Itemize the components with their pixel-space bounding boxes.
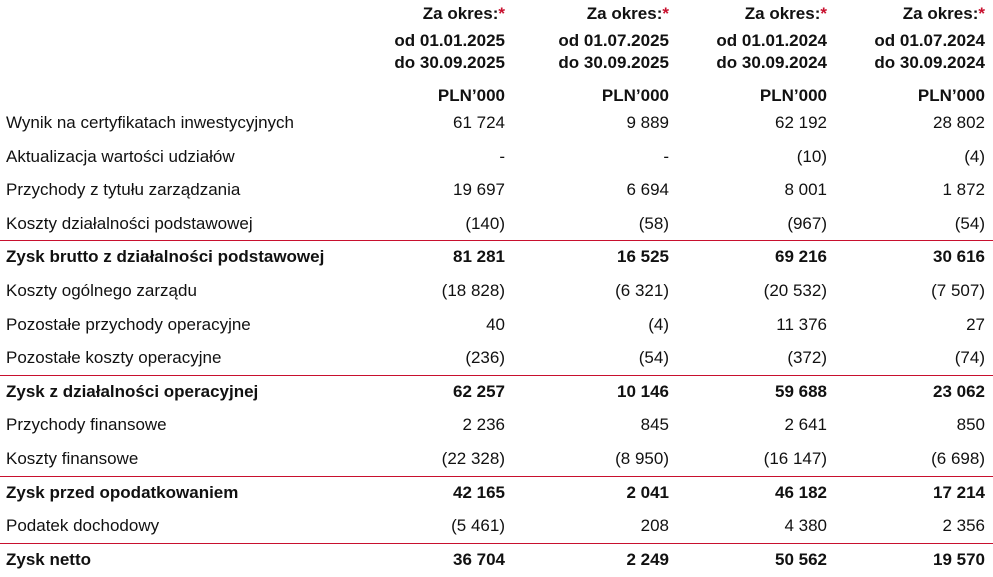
- table-row: [0, 308, 993, 342]
- period-start: od 01.01.2024: [716, 31, 827, 50]
- table-row: [0, 509, 993, 543]
- period-end: do 30.09.2025: [558, 53, 669, 72]
- value-cell: 81 281: [453, 247, 505, 267]
- value-cell: (8 950): [615, 448, 669, 468]
- value-cell: (18 828): [441, 280, 505, 300]
- row-label: Zysk przed opodatkowaniem: [6, 482, 239, 502]
- value-cell: 2 249: [626, 549, 669, 569]
- value-cell: 8 001: [784, 180, 827, 200]
- row-label: Podatek dochodowy: [6, 516, 160, 536]
- value-cell: 17 214: [933, 482, 985, 502]
- asterisk-marker: *: [662, 4, 669, 23]
- value-cell: 19 697: [453, 180, 505, 200]
- value-cell: 69 216: [775, 247, 827, 267]
- column-header-4: [874, 3, 985, 107]
- net-profit-row: [0, 543, 993, 577]
- period-start: od 01.07.2025: [558, 31, 669, 50]
- value-cell: 4 380: [784, 516, 827, 536]
- value-cell: 62 192: [775, 113, 827, 132]
- row-label: Aktualizacja wartości udziałów: [6, 146, 235, 166]
- subtotal-row: [0, 476, 993, 510]
- table-row: [0, 341, 993, 375]
- row-label: Zysk z działalności operacyjnej: [6, 381, 259, 401]
- table-row: [0, 106, 993, 140]
- period-label: Za okres:: [902, 4, 979, 23]
- value-cell: (5 461): [451, 516, 505, 536]
- value-cell: 40: [486, 314, 505, 334]
- value-cell: 6 694: [626, 180, 669, 200]
- row-label: Zysk netto: [6, 549, 92, 569]
- value-cell: (236): [465, 348, 505, 368]
- value-cell: 50 562: [775, 549, 827, 569]
- value-cell: 28 802: [933, 113, 985, 132]
- value-cell: 2 236: [462, 415, 505, 435]
- value-cell: 61 724: [453, 113, 505, 132]
- value-cell: 2 041: [626, 482, 669, 502]
- value-cell: (20 532): [763, 280, 827, 300]
- value-cell: 2 641: [784, 415, 827, 435]
- value-cell: (7 507): [931, 280, 985, 300]
- value-cell: (372): [787, 348, 827, 368]
- value-cell: (10): [796, 146, 827, 166]
- value-cell: 9 889: [626, 113, 669, 132]
- statement-rows: [0, 106, 993, 576]
- value-cell: (74): [954, 348, 985, 368]
- column-headers: [0, 0, 993, 104]
- subtotal-row: [0, 240, 993, 274]
- value-cell: (6 321): [615, 280, 669, 300]
- asterisk-marker: *: [820, 4, 827, 23]
- row-label: Wynik na certyfikatach inwestycyjnych: [6, 113, 295, 132]
- value-cell: 42 165: [453, 482, 505, 502]
- asterisk-marker: *: [978, 4, 985, 23]
- value-cell: 59 688: [775, 381, 827, 401]
- period-label: Za okres:: [422, 4, 499, 23]
- asterisk-marker: *: [498, 4, 505, 23]
- value-cell: 10 146: [617, 381, 669, 401]
- currency-unit: PLN’000: [759, 86, 827, 105]
- table-row: [0, 140, 993, 174]
- currency-unit: PLN’000: [601, 86, 669, 105]
- table-row: [0, 408, 993, 442]
- period-label: Za okres:: [744, 4, 821, 23]
- currency-unit: PLN’000: [437, 86, 505, 105]
- value-cell: 62 257: [453, 381, 505, 401]
- column-header-3: [716, 3, 827, 107]
- currency-unit: PLN’000: [917, 86, 985, 105]
- value-cell: -: [663, 146, 669, 166]
- value-cell: (6 698): [931, 448, 985, 468]
- value-cell: 850: [956, 415, 985, 435]
- value-cell: (54): [638, 348, 669, 368]
- value-cell: 23 062: [933, 381, 985, 401]
- row-label: Zysk brutto z działalności podstawowej: [6, 247, 325, 267]
- value-cell: (22 328): [441, 448, 505, 468]
- value-cell: (140): [465, 213, 505, 233]
- value-cell: 11 376: [776, 314, 827, 334]
- subtotal-row: [0, 375, 993, 409]
- period-end: do 30.09.2025: [394, 53, 505, 72]
- value-cell: (967): [787, 213, 827, 233]
- row-label: Koszty działalności podstawowej: [6, 213, 253, 233]
- row-label: Koszty ogólnego zarządu: [6, 280, 197, 300]
- value-cell: 2 356: [942, 516, 985, 536]
- period-label: Za okres:: [586, 4, 663, 23]
- column-header-1: [394, 3, 505, 107]
- value-cell: (54): [954, 213, 985, 233]
- row-label: Pozostałe koszty operacyjne: [6, 348, 222, 368]
- value-cell: 845: [640, 415, 669, 435]
- value-cell: (4): [648, 314, 669, 334]
- row-label: Przychody finansowe: [6, 415, 167, 435]
- value-cell: 1 872: [942, 180, 985, 200]
- value-cell: 16 525: [617, 247, 669, 267]
- period-start: od 01.07.2024: [874, 31, 985, 50]
- value-cell: 46 182: [775, 482, 827, 502]
- table-row: [0, 207, 993, 241]
- period-end: do 30.09.2024: [716, 53, 827, 72]
- value-cell: (58): [638, 213, 669, 233]
- period-start: od 01.01.2025: [394, 31, 505, 50]
- value-cell: 30 616: [933, 247, 985, 267]
- column-header-2: [558, 3, 669, 107]
- value-cell: 208: [640, 516, 669, 536]
- value-cell: 27: [966, 314, 985, 334]
- table-row: [0, 274, 993, 308]
- value-cell: 19 570: [933, 549, 985, 569]
- row-label: Przychody z tytułu zarządzania: [6, 180, 241, 200]
- value-cell: (4): [964, 146, 985, 166]
- value-cell: 36 704: [453, 549, 505, 569]
- value-cell: (16 147): [763, 448, 827, 468]
- table-row: [0, 173, 993, 207]
- row-label: Koszty finansowe: [6, 448, 139, 468]
- period-end: do 30.09.2024: [874, 53, 985, 72]
- table-row: [0, 442, 993, 476]
- value-cell: -: [499, 146, 505, 166]
- row-label: Pozostałe przychody operacyjne: [6, 314, 251, 334]
